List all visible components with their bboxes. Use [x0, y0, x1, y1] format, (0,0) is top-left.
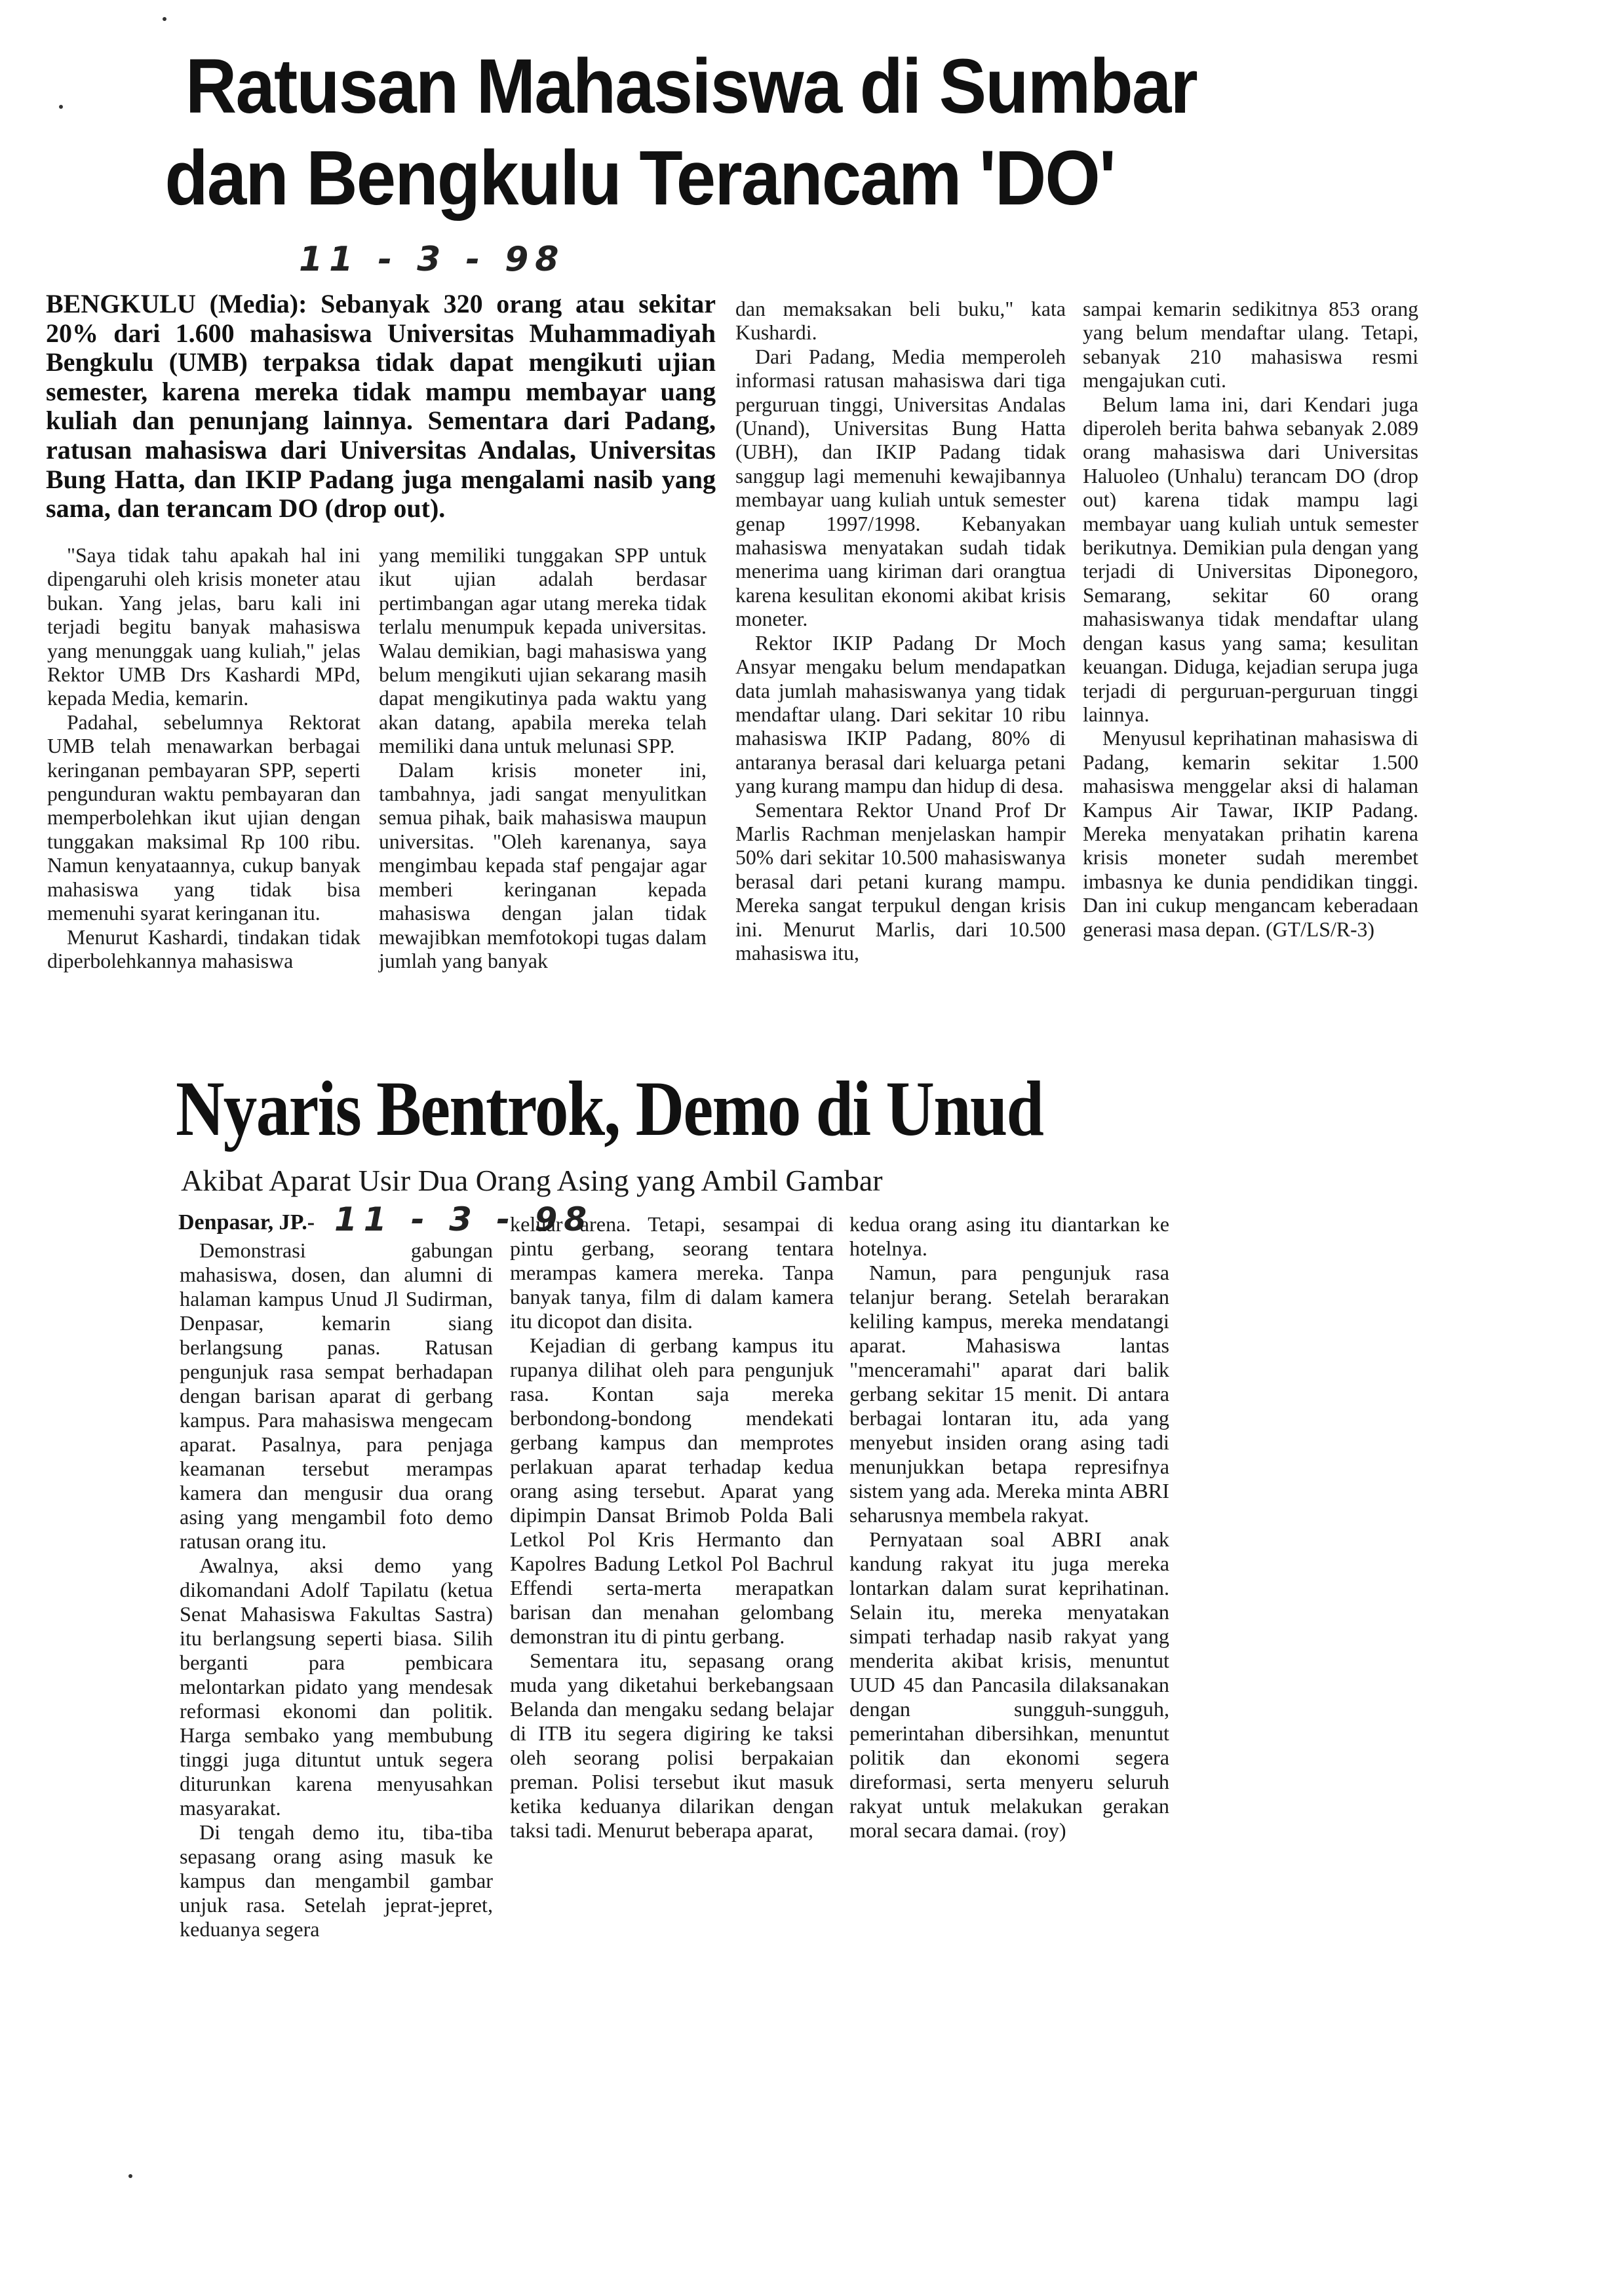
scan-speck — [128, 2174, 132, 2178]
article2-col3-paragraph: Pernyataan soal ABRI anak kandung rakyat itu juga mereka lontarkan dalam surat keprihatinan. Selain itu, mereka menyatakan simpati terhadap nasib rakyat yang menderita akibat krisis, menuntut UUD 45 dan Pancasila dilaksanakan dengan sungguh-sungguh, pemerintahan dibersihkan, menuntut politik dan ekonomi segera direformasi, serta menyeru seluruh rakyat untuk melakukan gerakan moral secara damai. (roy) — [849, 1527, 1169, 1842]
article2-col3-paragraph: kedua orang asing itu diantarkan ke hotelnya. — [849, 1212, 1169, 1260]
article2-dateline: Denpasar, JP.- — [178, 1210, 315, 1234]
article1-col1-paragraph: "Saya tidak tahu apakah hal ini dipengaruhi oleh krisis moneter atau bukan. Yang jelas, baru kali ini terjadi begitu banyak mahasiswa yang menunggak uang kuliah," jelas Rektor UMB Drs Kashardi MPd, kepada Media, kemarin. — [47, 544, 360, 710]
article2-column-3 — [849, 1212, 1169, 1843]
article1-col2-paragraph: yang memiliki tunggakan SPP untuk ikut ujian adalah berdasar pertimbangan agar utang mereka tidak terlalu menumpuk kepada universitas. Walau demikian, bagi mahasiswa yang belum mengikuti ujian sekarang masih dapat mengikutinya pada waktu yang akan datang, apabila mereka telah memiliki dana untuk melunasi SPP. — [379, 544, 707, 758]
article1-col3-paragraph: Rektor IKIP Padang Dr Moch Ansyar mengaku belum mendapatkan data jumlah mahasiswanya yang tidak mendaftar ulang. Dari sekitar 10 ribu mahasiswa IKIP Padang, 80% di antaranya berasal dari keluarga petani yang kurang mampu dan hidup di desa. — [735, 631, 1066, 798]
article2-headline: Nyaris Bentrok, Demo di Unud — [176, 1065, 1043, 1152]
article1-headline — [46, 41, 1336, 224]
article1-handwritten-date: 11 - 3 - 98 — [299, 240, 566, 279]
article2-col2-paragraph: Kejadian di gerbang kampus itu rupanya dilihat oleh para pengunjuk rasa. Kontan saja mereka berbondong-bondong mendekati gerbang kampus dan memprotes perlakuan aparat terhadap kedua orang asing tersebut. Aparat yang dipimpin Dansat Brimob Polda Bali Letkol Pol Kris Hermanto dan Kapolres Badung Letkol Pol Bachrul Effendi serta-merta merapatkan barisan dan menahan gelombang demonstran itu di pintu gerbang. — [510, 1333, 834, 1648]
article1-column-1 — [47, 544, 360, 973]
article1-column-4 — [1083, 297, 1418, 942]
article2-col1-paragraph: Awalnya, aksi demo yang dikomandani Adolf Tapilatu (ketua Senat Mahasiswa Fakultas Sastra) itu berlangsung seperti biasa. Silih berganti para pembicara melontarkan pidato yang mendesak reformasi ekonomi dan politik. Harga sembako yang membubung tinggi juga dituntut untuk segera diturunkan karena menyusahkan masyarakat. — [180, 1554, 493, 1820]
article1-col4-paragraph: Belum lama ini, dari Kendari juga diperoleh berita bahwa sebanyak 2.089 orang mahasiswa dari Universitas Haluoleo (Unhalu) terancam DO (drop out) karena tidak mampu lagi membayar uang kuliah untuk semester berikutnya. Demikian pula dengan yang terjadi di Universitas Diponegoro, Semarang, sekitar 60 orang mahasiswanya tidak mendaftar ulang dengan kasus yang sama; kesulitan keuangan. Diduga, kejadian serupa juga terjadi di perguruan-perguruan tinggi lainnya. — [1083, 392, 1418, 726]
article1-column-2 — [379, 544, 707, 973]
article1-col3-paragraph: Sementara Rektor Unand Prof Dr Marlis Rachman menjelaskan hampir 50% dari sekitar 10.500 mahasiswanya berasal dari petani kurang mampu. Mereka sangat terpukul dengan krisis ini. Menurut Marlis, dari 10.500 mahasiswa itu, — [735, 798, 1066, 965]
article2-handwritten-date: 11 - 3 - 98 — [334, 1200, 594, 1238]
article2-col2-paragraph: keluar arena. Tetapi, sesampai di pintu gerbang, seorang tentara merampas kamera mereka. Tanpa banyak tanya, film di dalam kamera itu dicopot dan disita. — [510, 1212, 834, 1333]
article1-col1-paragraph: Padahal, sebelumnya Rektorat UMB telah menawarkan berbagai keringanan pembayaran SPP, seperti pengunduran waktu pembayaran dan memperbolehkan ikut ujian dengan tunggakan maksimal Rp 100 ribu. Namun kenyataannya, cukup banyak mahasiswa yang tidak bisa memenuhi syarat keringanan itu. — [47, 710, 360, 925]
article1-col3-paragraph: dan memaksakan beli buku," kata Kushardi. — [735, 297, 1066, 345]
article2-col2-paragraph: Sementara itu, sepasang orang muda yang diketahui berkebangsaan Belanda dan mengaku sedang belajar di ITB itu segera digiring ke taksi oleh seorang polisi berpakaian preman. Polisi tersebut ikut masuk ketika keduanya dilarikan dengan taksi tadi. Menurut beberapa aparat, — [510, 1649, 834, 1842]
article1-col1-paragraph: Menurut Kashardi, tindakan tidak diperbolehkannya mahasiswa — [47, 925, 360, 972]
article2-column-1 — [180, 1238, 493, 1942]
article2-col3-paragraph: Namun, para pengunjuk rasa telanjur berang. Setelah berarakan keliling kampus, mereka mendatangi aparat. Mahasiswa lantas "menceramahi" aparat dari balik gerbang sekitar 15 menit. Di antara berbagai lontaran itu, ada yang menyebut insiden orang asing tadi menunjukkan betapa represifnya sistem yang ada. Mereka minta ABRI seharusnya membela rakyat. — [849, 1261, 1169, 1527]
article2-subheadline: Akibat Aparat Usir Dua Orang Asing yang Ambil Gambar — [181, 1164, 883, 1197]
article1-col4-paragraph: sampai kemarin sedikitnya 853 orang yang belum mendaftar ulang. Tetapi, sebanyak 210 mahasiswa resmi mengajukan cuti. — [1083, 297, 1418, 392]
scan-speck — [163, 17, 166, 21]
article1-column-3 — [735, 297, 1066, 965]
article1-headline-line1: Ratusan Mahasiswa di Sumbar — [185, 43, 1197, 130]
article1-col3-paragraph: Dari Padang, Media memperoleh informasi ratusan mahasiswa dari tiga perguruan tinggi, Universitas Andalas (Unand), Universitas Bung Hatta (UBH), dan IKIP Padang tidak sanggup lagi memenuhi kewajibannya membayar uang kuliah untuk semester genap 1997/1998. Kebanyakan mahasiswa menyatakan sudah tidak menerima uang kiriman dari orangtua karena kesulitan ekonomi akibat krisis moneter. — [735, 345, 1066, 631]
article1-headline-line2: dan Bengkulu Terancam 'DO' — [165, 135, 1115, 221]
article1-col4-paragraph: Menyusul keprihatinan mahasiswa di Padang, kemarin sekitar 1.500 mahasiswa menggelar aksi di halaman Kampus Air Tawar, IKIP Padang. Mereka menyatakan prihatin karena krisis moneter sudah merembet imbasnya ke dunia pendidikan tinggi. Dan ini cukup mengancam keberadaan generasi masa depan. (GT/LS/R-3) — [1083, 727, 1418, 941]
article2-col1-paragraph: Di tengah demo itu, tiba-tiba sepasang orang asing masuk ke kampus dan mengambil gambar unjuk rasa. Setelah jeprat-jepret, keduanya segera — [180, 1820, 493, 1941]
article2-dateline-block — [178, 1210, 315, 1236]
article1-lead-paragraph: BENGKULU (Media): Sebanyak 320 orang atau sekitar 20% dari 1.600 mahasiswa Universitas Muhammadiyah Bengkulu (UMB) terpaksa tidak dapat mengikuti ujian semester, karena mereka tidak mampu membayar uang kuliah dan penunjang lainnya. Sementara dari Padang, ratusan mahasiswa dari Universitas Andalas, Universitas Bung Hatta, dan IKIP Padang juga mengalami nasib yang sama, dan terancam DO (drop out). — [46, 289, 716, 524]
article2-col1-paragraph: Demonstrasi gabungan mahasiswa, dosen, dan alumni di halaman kampus Unud Jl Sudirman, Denpasar, kemarin siang berlangsung panas. Ratusan pengunjuk rasa sempat berhadapan dengan barisan aparat di gerbang kampus. Para mahasiswa mengecam aparat. Pasalnya, para penjaga keamanan tersebut merampas kamera dan mengusir dua orang asing yang mengambil foto demo ratusan orang itu. — [180, 1238, 493, 1553]
article2-column-2 — [510, 1212, 834, 1843]
scan-speck — [59, 105, 63, 109]
article1-col2-paragraph: Dalam krisis moneter ini, tambahnya, jadi sangat menyulitkan semua pihak, baik mahasiswa maupun universitas. "Oleh karenanya, saya mengimbau kepada staf pengajar agar memberi keringanan kepada mahasiswa dengan jalan tidak mewajibkan memfotokopi tugas dalam jumlah yang banyak — [379, 758, 707, 972]
